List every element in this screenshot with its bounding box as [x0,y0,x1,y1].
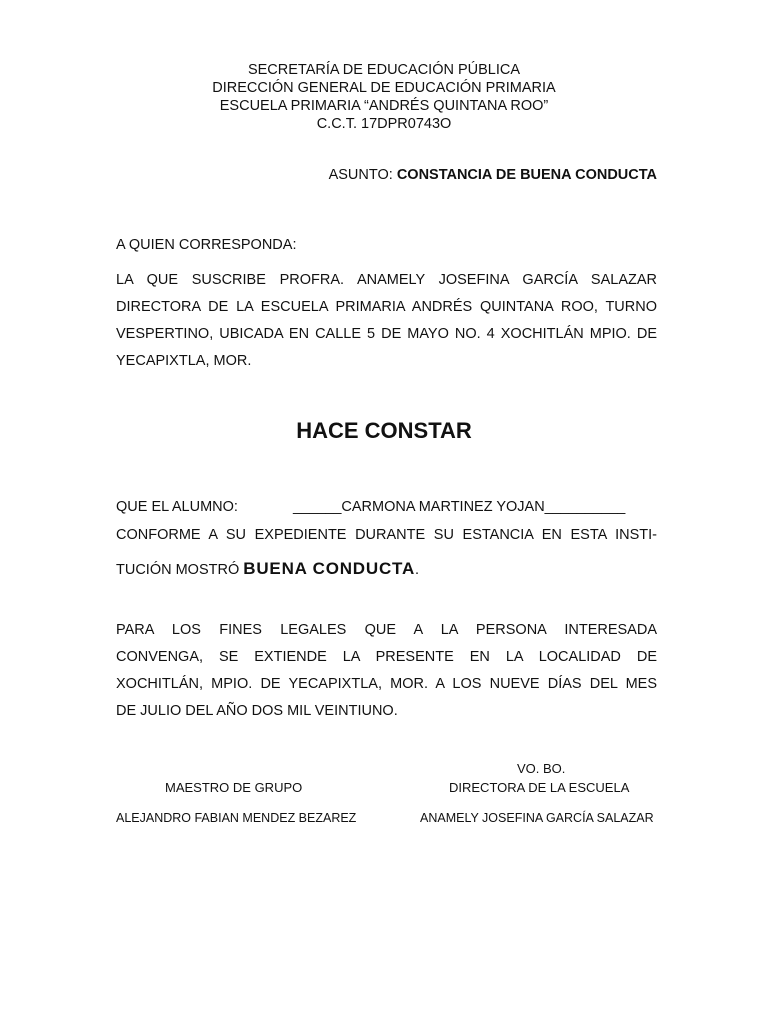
intro-line-3: VESPERTINO, UBICADA EN CALLE 5 DE MAYO NO. 4 XOCHITLÁN MPIO. DE [116,326,657,342]
intro-line-1: LA QUE SUSCRIBE PROFRA. ANAMELY JOSEFINA GARCÍA SALAZAR [116,272,657,288]
vobo-label: VO. BO. [517,761,566,776]
subject-value: CONSTANCIA DE BUENA CONDUCTA [396,167,657,183]
director-name: ANAMELY JOSEFINA GARCÍA SALAZAR [420,811,654,825]
subject-label: ASUNTO: [328,167,393,183]
letterhead-line-1: SECRETARÍA DE EDUCACIÓN PÚBLICA [247,62,521,78]
letterhead-line-4: C.C.T. 17DPR0743O [316,116,452,132]
teacher-role: MAESTRO DE GRUPO [165,780,303,795]
closing-paragraph [116,617,657,725]
director-role: DIRECTORA DE LA ESCUELA [449,780,630,795]
student-name: ______CARMONA MARTINEZ YOJAN__________ [293,499,626,515]
letterhead-line-2: DIRECCIÓN GENERAL DE EDUCACIÓN PRIMARIA [212,80,556,96]
letterhead-line-3: ESCUELA PRIMARIA “ANDRÉS QUINTANA ROO” [219,98,549,114]
conduct-statement [116,559,419,579]
student-label: QUE EL ALUMNO: [116,499,238,515]
conduct-line-1: CONFORME A SU EXPEDIENTE DURANTE SU ESTANCIA EN ESTA INSTI- [116,527,657,543]
document-title: HACE CONSTAR [296,418,472,443]
letterhead [0,61,768,133]
conduct-suffix: . [415,562,420,578]
closing-line-2: CONVENGA, SE EXTIENDE LA PRESENTE EN LA LOCALIDAD DE [116,649,657,665]
conduct-paragraph [116,522,657,549]
closing-line-3: XOCHITLÁN, MPIO. DE YECAPIXTLA, MOR. A LOS NUEVE DÍAS DEL MES [116,676,657,692]
intro-line-2: DIRECTORA DE LA ESCUELA PRIMARIA ANDRÉS QUINTANA ROO, TURNO [116,299,657,315]
intro-line-4: YECAPIXTLA, MOR. [116,353,252,369]
conduct-prefix: TUCIÓN MOSTRÓ [116,562,244,578]
teacher-name: ALEJANDRO FABIAN MENDEZ BEZAREZ [116,811,357,825]
intro-paragraph [116,267,657,375]
subject-line [329,167,657,183]
salutation: A QUIEN CORRESPONDA: [116,237,297,253]
closing-line-1: PARA LOS FINES LEGALES QUE A LA PERSONA INTERESADA [116,622,657,638]
conduct-emphasis: BUENA CONDUCTA [243,559,416,578]
closing-line-4: DE JULIO DEL AÑO DOS MIL VEINTIUNO. [116,703,398,719]
